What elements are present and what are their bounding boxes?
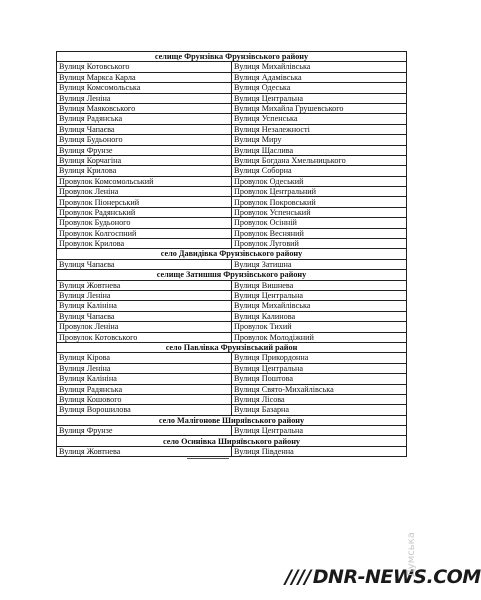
section-heading: село Павлівка Фрунзівський район (57, 342, 407, 352)
new-street-name: Вулиця Центральна (232, 290, 407, 300)
section-heading-row (57, 342, 407, 352)
new-street-name: Вулиця Богдана Хмельницького (232, 155, 407, 165)
new-street-name: Вулиця Калинова (232, 311, 407, 321)
new-street-name: Вулиця Затишна (232, 259, 407, 269)
section-heading: селище Фрунзівка Фрунзівського району (57, 52, 407, 62)
table-row (57, 114, 407, 124)
table-row (57, 103, 407, 113)
old-street-name: Провулок Будьоного (57, 218, 232, 228)
new-street-name: Вулиця Поштова (232, 374, 407, 384)
new-street-name: Вулиця Вишнева (232, 280, 407, 290)
old-street-name: Вулиця Калініна (57, 301, 232, 311)
old-street-name: Вулиця Калініна (57, 374, 232, 384)
old-street-name: Вулиця Жовтнева (57, 446, 232, 456)
old-street-name: Вулиця Чапаєва (57, 124, 232, 134)
new-street-name: Провулок Молодіжний (232, 332, 407, 342)
side-watermark: Думська (406, 532, 417, 578)
table-row (57, 301, 407, 311)
old-street-name: Вулиця Радянська (57, 114, 232, 124)
old-street-name: Вулиця Корчагіна (57, 155, 232, 165)
table-row (57, 446, 407, 456)
table-row (57, 135, 407, 145)
old-street-name: Вулиця Кірова (57, 353, 232, 363)
table-row (57, 259, 407, 269)
table-row (57, 332, 407, 342)
table-row (57, 290, 407, 300)
table-row (57, 187, 407, 197)
old-street-name: Вулиця Маркса Карла (57, 72, 232, 82)
new-street-name: Вулиця Михайлівська (232, 62, 407, 72)
end-of-document-line (187, 458, 229, 459)
new-street-name: Вулиця Центральна (232, 93, 407, 103)
new-street-name: Провулок Луговий (232, 239, 407, 249)
section-heading-row (57, 436, 407, 446)
new-street-name: Вулиця Південна (232, 446, 407, 456)
watermark-text: DNR-NEWS.COM (312, 566, 481, 588)
table-row (57, 394, 407, 404)
new-street-name: Вулиця Центральна (232, 426, 407, 436)
street-rename-table (56, 51, 407, 457)
new-street-name: Вулиця Михайла Грушевського (232, 103, 407, 113)
table-row (57, 353, 407, 363)
old-street-name: Вулиця Ворошилова (57, 405, 232, 415)
section-heading: селище Затишшя Фрунзівського району (57, 270, 407, 280)
old-street-name: Провулок Піонерський (57, 197, 232, 207)
old-street-name: Вулиця Чапаєва (57, 311, 232, 321)
table-row (57, 166, 407, 176)
site-watermark (285, 566, 481, 588)
old-street-name: Вулиця Жовтнева (57, 280, 232, 290)
new-street-name: Вулиця Прикордонна (232, 353, 407, 363)
table-row (57, 83, 407, 93)
old-street-name: Провулок Комсомольський (57, 176, 232, 186)
old-street-name: Провулок Леніна (57, 322, 232, 332)
table-row (57, 218, 407, 228)
table-row (57, 93, 407, 103)
new-street-name: Вулиця Одеська (232, 83, 407, 93)
table-row (57, 405, 407, 415)
section-heading-row (57, 249, 407, 259)
new-street-name: Вулиця Центральна (232, 363, 407, 373)
old-street-name: Вулиця Леніна (57, 363, 232, 373)
section-heading-row (57, 415, 407, 425)
table-row (57, 363, 407, 373)
old-street-name: Провулок Радянський (57, 207, 232, 217)
old-street-name: Провулок Колгоспний (57, 228, 232, 238)
section-heading: село Давидівка Фрунзівського району (57, 249, 407, 259)
new-street-name: Вулиця Михайлівська (232, 301, 407, 311)
new-street-name: Вулиця Миру (232, 135, 407, 145)
new-street-name: Вулиця Незалежності (232, 124, 407, 134)
old-street-name: Вулиця Леніна (57, 290, 232, 300)
table-row (57, 176, 407, 186)
new-street-name: Вулиця Лісова (232, 394, 407, 404)
new-street-name: Провулок Осінній (232, 218, 407, 228)
table-row (57, 155, 407, 165)
section-heading-row (57, 270, 407, 280)
old-street-name: Вулиця Крилова (57, 166, 232, 176)
table-row (57, 384, 407, 394)
section-heading-row (57, 52, 407, 62)
table-row (57, 426, 407, 436)
section-heading: село Малігонове Ширяївського району (57, 415, 407, 425)
section-heading: село Осинівка Ширяївського району (57, 436, 407, 446)
new-street-name: Вулиця Щаслива (232, 145, 407, 155)
old-street-name: Вулиця Леніна (57, 93, 232, 103)
new-street-name: Провулок Весняний (232, 228, 407, 238)
table-row (57, 322, 407, 332)
new-street-name: Вулиця Успенська (232, 114, 407, 124)
old-street-name: Вулиця Чапаєва (57, 259, 232, 269)
new-street-name: Вулиця Базарна (232, 405, 407, 415)
new-street-name: Провулок Покровський (232, 197, 407, 207)
old-street-name: Провулок Котовського (57, 332, 232, 342)
old-street-name: Вулиця Будьоного (57, 135, 232, 145)
table-row (57, 145, 407, 155)
table-row (57, 280, 407, 290)
table-body (57, 52, 407, 457)
old-street-name: Вулиця Фрунзе (57, 426, 232, 436)
new-street-name: Провулок Одеський (232, 176, 407, 186)
new-street-name: Провулок Успенський (232, 207, 407, 217)
old-street-name: Провулок Леніна (57, 187, 232, 197)
old-street-name: Вулиця Котовського (57, 62, 232, 72)
old-street-name: Вулиця Фрунзе (57, 145, 232, 155)
new-street-name: Вулиця Адамівська (232, 72, 407, 82)
table-row (57, 62, 407, 72)
table-row (57, 207, 407, 217)
table-row (57, 228, 407, 238)
table-row (57, 239, 407, 249)
old-street-name: Вулиця Радянська (57, 384, 232, 394)
table-row (57, 374, 407, 384)
old-street-name: Вулиця Маяковського (57, 103, 232, 113)
new-street-name: Провулок Центральний (232, 187, 407, 197)
table-row (57, 197, 407, 207)
old-street-name: Вулиця Комсомольська (57, 83, 232, 93)
table-row (57, 72, 407, 82)
old-street-name: Провулок Крилова (57, 239, 232, 249)
watermark-slashes: //// (285, 566, 311, 588)
new-street-name: Вулиця Соборна (232, 166, 407, 176)
new-street-name: Провулок Тихий (232, 322, 407, 332)
old-street-name: Вулиця Кошового (57, 394, 232, 404)
table-row (57, 124, 407, 134)
new-street-name: Вулиця Свято-Михайлівська (232, 384, 407, 394)
table-row (57, 311, 407, 321)
